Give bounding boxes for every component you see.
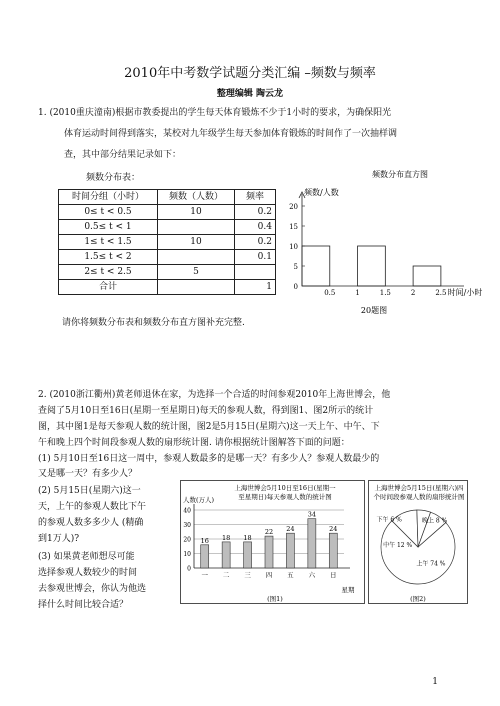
histogram-y-tick-label: 10 xyxy=(289,243,298,251)
figure-1-bar xyxy=(308,519,316,568)
q2-sub3-line: (3) 如果黄老师想尽可能 xyxy=(38,552,135,562)
figure-1-x-tick-label: 三 xyxy=(244,571,251,579)
table-cell: 5 xyxy=(158,265,235,280)
histogram-plot xyxy=(289,192,464,297)
figure-1-bar-chart xyxy=(180,480,365,604)
table-cell: 0.2 xyxy=(235,235,276,250)
histogram-y-tick-label: 15 xyxy=(289,223,298,231)
table-cell: 1 xyxy=(235,280,276,295)
q2-sub2-line: 的参观人数多多少人 (精确 xyxy=(38,518,144,528)
frequency-table xyxy=(58,189,276,295)
histogram-y-tick-label: 0 xyxy=(293,283,298,291)
table-cell xyxy=(158,250,235,265)
table-cell xyxy=(158,280,235,295)
frequency-histogram xyxy=(270,168,490,318)
histogram-x-tick-label: 1 xyxy=(355,289,360,297)
table-row xyxy=(59,280,276,295)
histogram-title: 频数分布直方图 xyxy=(372,170,428,179)
table-cell: 10 xyxy=(158,205,235,220)
figure-1-bar xyxy=(286,533,294,568)
table-cell: 合计 xyxy=(59,280,158,295)
figure-1-x-tick-label: 一 xyxy=(201,571,208,579)
figure-2-slice-label: 上午 74 % xyxy=(416,560,446,568)
figure-1-bar xyxy=(244,542,252,568)
figure-1-x-tick-label: 五 xyxy=(287,571,294,579)
table-header-cell: 频数（人数） xyxy=(158,190,235,205)
table-row xyxy=(59,220,276,235)
figure-1-bar xyxy=(201,545,209,568)
figure-2-title-line-1: 上海世博会5月15日(星期六)四 xyxy=(374,484,464,492)
table-cell: 0.5≤ t < 1 xyxy=(59,220,158,235)
figure-2-caption: (图2) xyxy=(410,595,426,603)
figure-1-x-tick-label: 六 xyxy=(308,571,316,579)
figure-2-slice-label: 下午 6 % xyxy=(376,516,402,524)
q2-line-4: 午和晚上四个时间段参观人数的扇形统计图. 请你根据统计图解答下面的问题： xyxy=(38,438,350,448)
table-cell: 1.5≤ t < 2 xyxy=(59,250,158,265)
figure-2-slice-label: 晚上 8 % xyxy=(421,517,448,525)
figure-1-x-tick-label: 四 xyxy=(265,571,273,579)
figure-1-bar xyxy=(265,536,273,568)
table-cell: 0≤ t < 0.5 xyxy=(59,205,158,220)
q2-sub1-line-a: (1) 5月10日至16日这一周中，参观人数最多的是哪一天？有多少人？参观人数最少的 xyxy=(38,454,380,464)
histogram-bar xyxy=(413,266,441,286)
figure-2-slice-label: 中午 12 % xyxy=(383,542,413,550)
histogram-x-tick-label: 2 xyxy=(410,289,416,297)
figure-1-title-line-1: 上海世博会5月10日至16日(星期一 xyxy=(234,484,336,492)
table-header-cell: 频率 xyxy=(235,190,276,205)
figure-1-data-label: 34 xyxy=(307,510,316,519)
histogram-bar xyxy=(358,246,386,286)
q2-line-1: 2. (2010浙江衢州)黄老师退休在家，为选择一个合适的时间参观2010年上海世博会，他 xyxy=(38,390,391,400)
histogram-caption: 20题图 xyxy=(360,306,388,315)
figure-2-title-line-2: 个时间段参观人数的扇形统计图 xyxy=(373,493,465,501)
figure-2-pie-chart xyxy=(368,480,468,604)
table-cell: 0.4 xyxy=(235,220,276,235)
figure-1-data-label: 18 xyxy=(222,533,231,542)
q2-sub1-line-b: 又是哪一天？有多少人？ xyxy=(38,469,138,479)
figure-1-y-tick-label: 10 xyxy=(183,551,191,558)
figure-1-x-tick-label: 日 xyxy=(330,571,337,579)
q1-table-caption: 频数分布表： xyxy=(86,173,141,183)
figure-2-plot xyxy=(376,510,455,584)
table-cell: 2≤ t < 2.5 xyxy=(59,265,158,280)
q2-sub2-line: 天，上午的参观人数比下午 xyxy=(38,502,147,512)
figure-1-data-label: 24 xyxy=(329,525,338,534)
q1-line-1: 1. (2010重庆潼南)根据市教委提出的学生每天体育锻炼不少于1小时的要求，为确保阳光 xyxy=(38,108,392,118)
q2-sub3-line: 去参观世博会，你认为他选 xyxy=(38,584,147,594)
q1-instruction: 请你将频数分布表和频数分布直方图补充完整. xyxy=(62,318,245,328)
histogram-x-tick-label: 2.5 xyxy=(435,289,447,297)
table-cell: 1≤ t < 1.5 xyxy=(59,235,158,250)
figure-1-y-tick-label: 40 xyxy=(183,507,191,515)
figure-1-bar xyxy=(222,542,230,568)
histogram-xlabel: 时间/小时 xyxy=(447,288,483,297)
figure-1-bar xyxy=(329,533,337,568)
table-cell xyxy=(158,220,235,235)
figure-1-y-tick-label: 0 xyxy=(187,565,191,573)
table-header-cell: 时间分组（小时） xyxy=(59,190,158,205)
q2-sub2-line: (2) 5月15日(星期六)这一 xyxy=(38,486,141,496)
q2-sub3-line: 选择参观人数较少的时间 xyxy=(38,568,138,578)
author-line: 整理编辑 陶云龙 xyxy=(216,89,284,99)
figure-1-xlabel: 星期 xyxy=(341,586,355,594)
q2-line-2: 查阅了5月10日至16日(星期一至星期日)每天的参观人数，得到图1、图2所示的统计 xyxy=(38,406,374,416)
histogram-y-tick-label: 5 xyxy=(293,263,298,271)
table-header-row xyxy=(59,190,276,205)
histogram-bar xyxy=(302,246,330,286)
q2-sub3-line: 择什么时间比较合适？ xyxy=(38,600,129,610)
table-cell: 0.1 xyxy=(235,250,276,265)
histogram-ylabel: 频数/人数 xyxy=(304,188,339,197)
figure-1-title-line-2: 至星期日)每天参观人数的统计图 xyxy=(238,493,332,501)
histogram-x-tick-label: 1.5 xyxy=(379,289,391,297)
table-row xyxy=(59,235,276,250)
figure-1-plot xyxy=(183,504,350,579)
q2-line-3: 图，其中图1是每天参观人数的统计图，图2是5月15日(星期六)这一天上午、中午、下 xyxy=(38,422,380,432)
q1-line-3: 查，其中部分结果记录如下： xyxy=(64,150,182,160)
figure-1-x-tick-label: 二 xyxy=(222,571,230,579)
figure-1-data-label: 18 xyxy=(243,533,252,542)
figure-1-y-tick-label: 30 xyxy=(183,522,191,529)
figure-1-caption: (图1) xyxy=(267,595,283,603)
table-cell: 0.2 xyxy=(235,205,276,220)
table-row xyxy=(59,250,276,265)
q2-sub2-line: 到1万人)? xyxy=(38,534,80,544)
page-title: 2010年中考数学试题分类汇编 –频数与频率 xyxy=(124,66,376,81)
figure-1-ylabel: 人数(万人) xyxy=(183,496,215,504)
page-number: 1 xyxy=(432,677,438,688)
q1-line-2: 体育运动时间得到落实，某校对九年级学生每天参加体育锻炼的时间作了一次抽样调 xyxy=(64,129,398,139)
histogram-x-tick-label: 0.5 xyxy=(324,289,336,297)
figure-1-y-tick-label: 20 xyxy=(183,536,191,544)
figure-1-data-label: 16 xyxy=(200,536,209,545)
table-row xyxy=(59,265,276,280)
table-row xyxy=(59,205,276,220)
table-cell: 10 xyxy=(158,235,235,250)
histogram-y-tick-label: 20 xyxy=(289,203,298,211)
figure-1-data-label: 24 xyxy=(286,525,295,534)
figure-1-data-label: 22 xyxy=(264,528,274,537)
